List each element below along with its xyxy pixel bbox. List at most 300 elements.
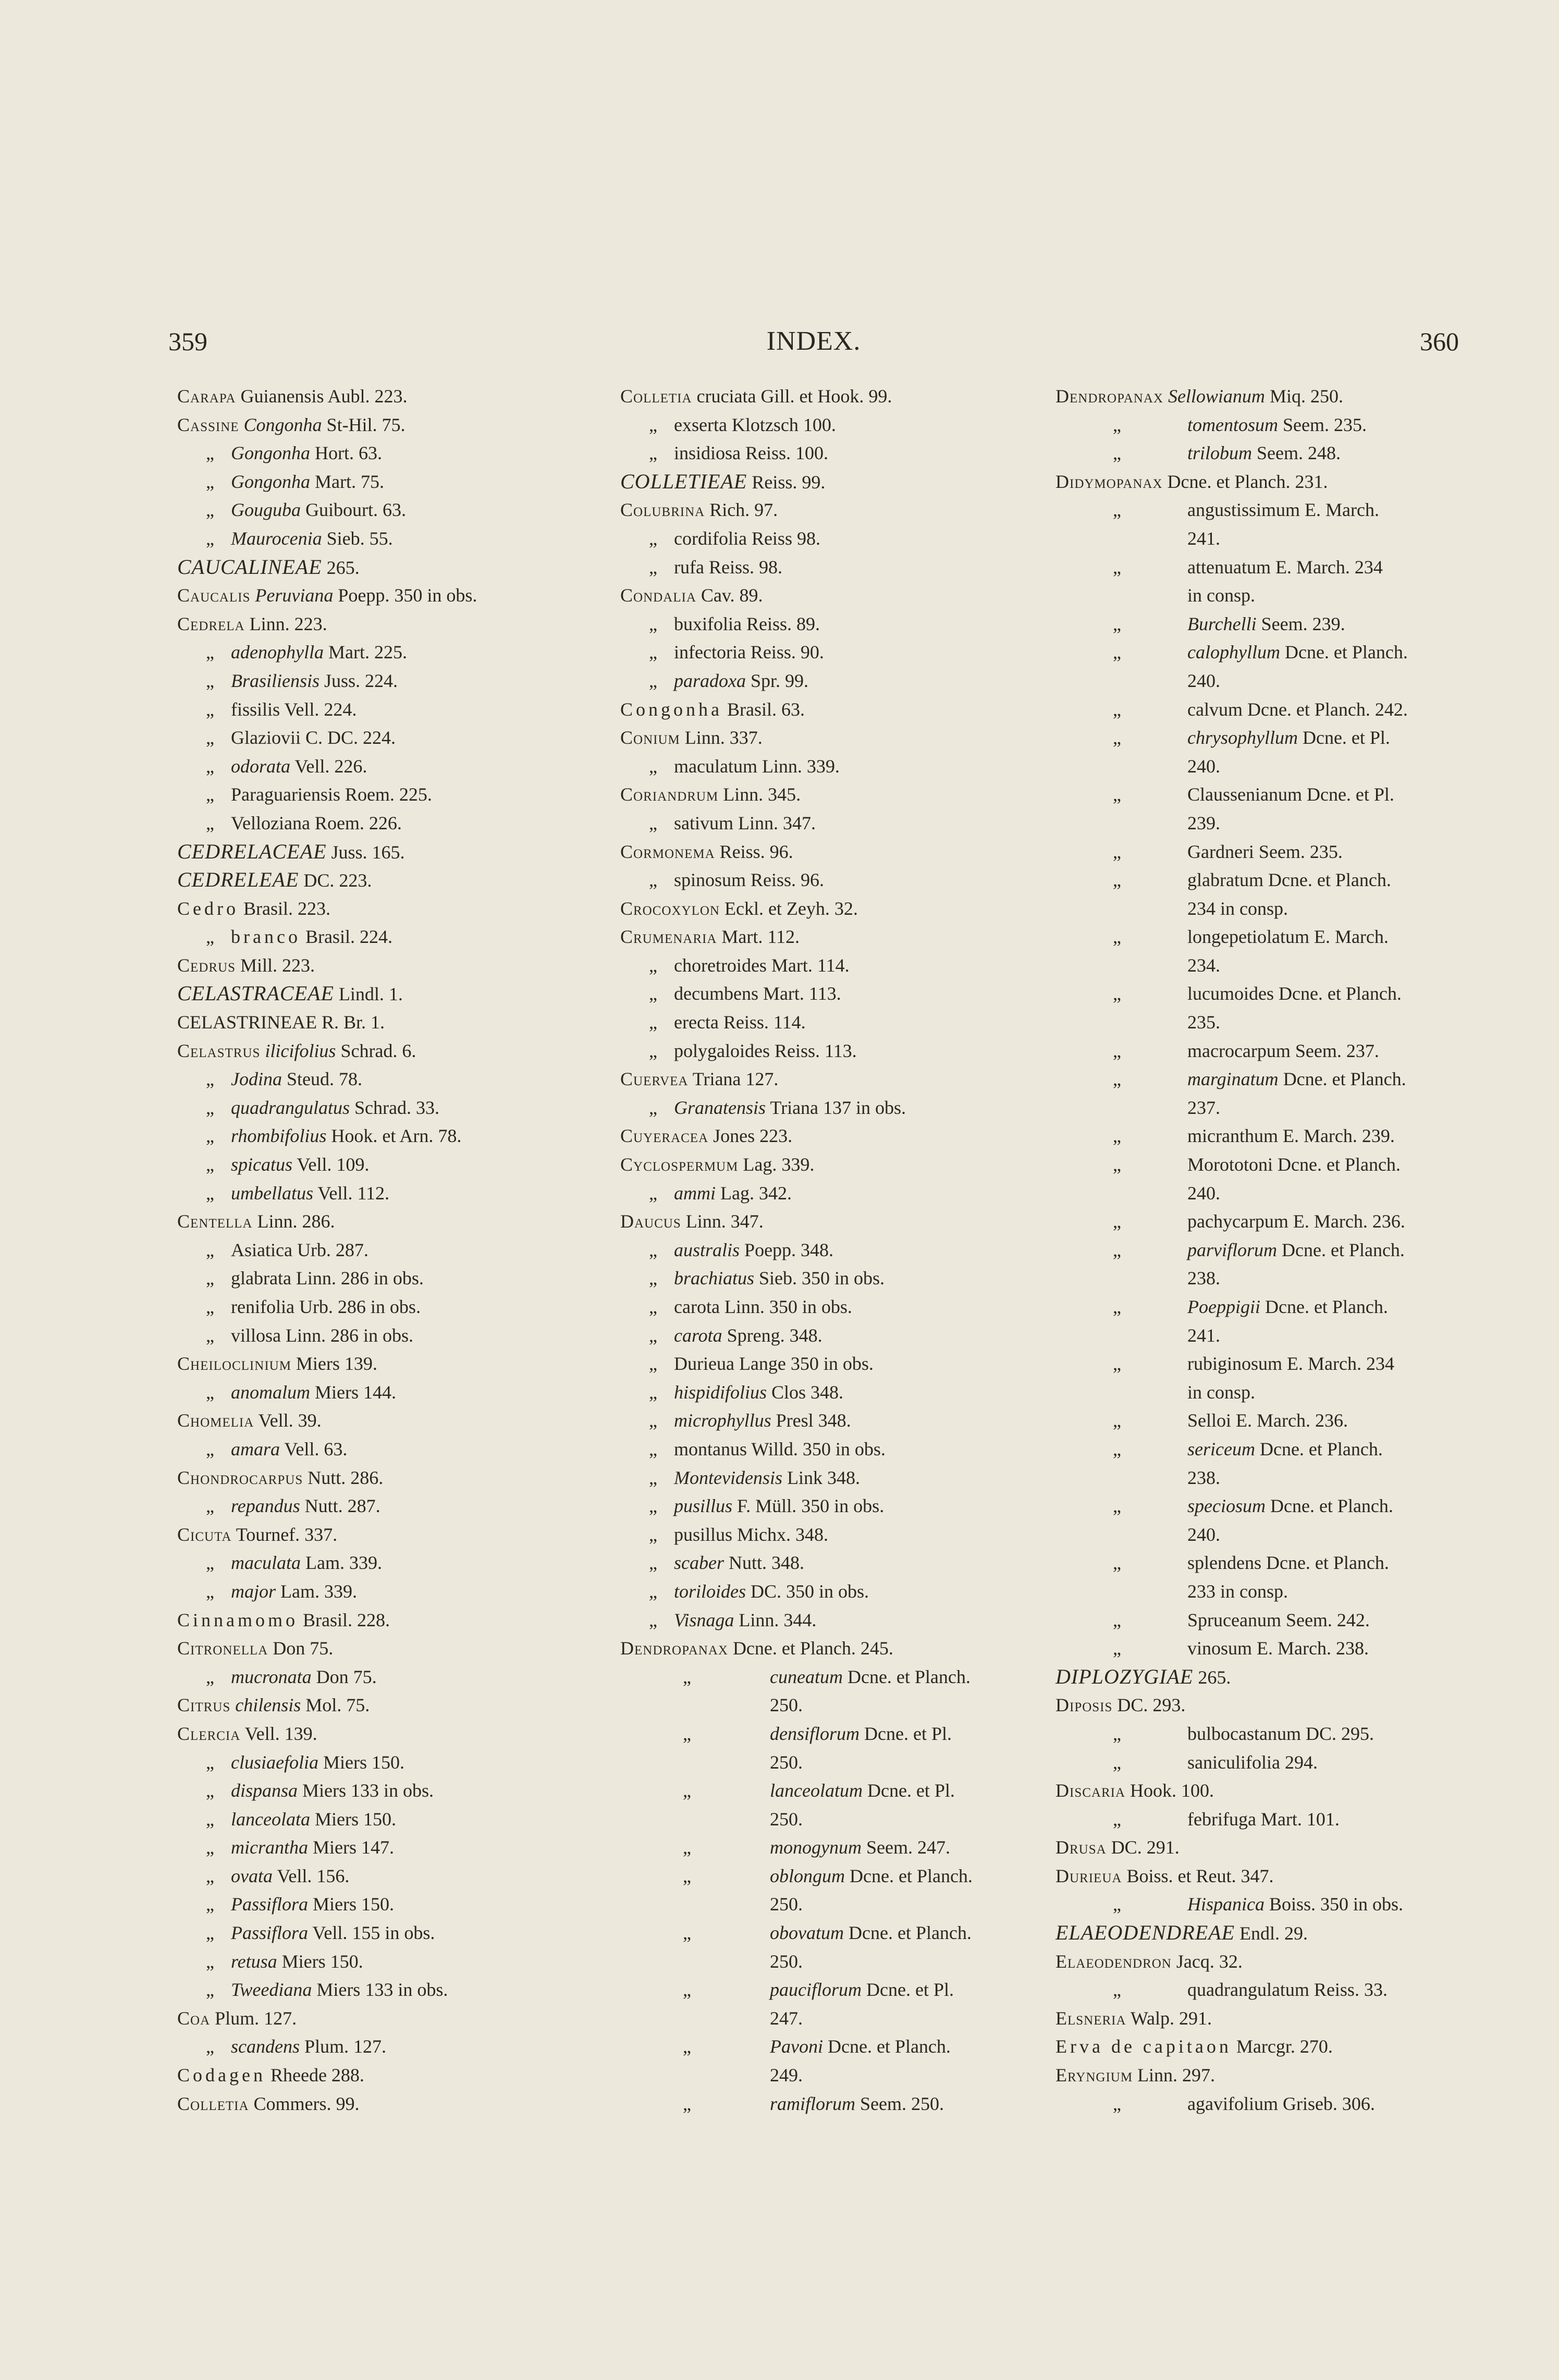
index-entry [177,1378,589,1407]
ditto-mark: „ [649,1239,657,1260]
entry-text: Guianensis Aubl. 223. [236,386,408,407]
species-epithet: Gongonha [231,471,310,492]
family-name: COLLETIEAE [620,469,747,493]
species-epithet: calophyllum [1187,642,1280,663]
entry-text: Triana 127. [688,1069,779,1090]
entry-text: Miers 150. [318,1751,404,1773]
index-entry [177,1150,589,1179]
index-entry [177,1008,589,1037]
entry-text: Mart. 112. [717,926,800,948]
species-epithet: Jodina [231,1069,282,1090]
index-entry [1055,1776,1462,1805]
index-entry [1055,866,1462,894]
entry-text: Dcne. et Planch. [1280,642,1408,663]
index-entry [177,1179,589,1208]
index-entry [1055,838,1462,866]
ditto-mark: „ [206,1182,214,1204]
index-entry [1055,468,1462,496]
index-entry [1055,923,1462,951]
index-entry [177,1321,589,1350]
family-name: CAUCALINEAE [177,555,322,579]
entry-text: Mol. 75. [301,1695,370,1716]
ditto-mark: „ [1113,1239,1121,1260]
entry-text: Vell. 39. [254,1410,322,1431]
ditto-mark: „ [683,1979,691,2001]
index-entry [1055,1720,1462,1748]
index-entry [1055,667,1462,695]
ditto-mark: „ [206,527,214,549]
entry-text: DC. 223. [299,870,372,891]
index-entry [620,468,1027,496]
index-entry [620,1549,1027,1577]
index-title: INDEX. [766,326,861,356]
entry-text: Dcne. et Planch. [1277,1239,1405,1260]
species-epithet: sericeum [1187,1438,1255,1459]
index-entry [177,2032,589,2061]
species-epithet: ovata [231,1865,273,1886]
entry-text: Dcne. et Planch. [843,1922,972,1944]
entry-text: Cav. 89. [696,585,763,606]
species-epithet: quadrangulatus [231,1097,350,1118]
ditto-mark: „ [206,1865,214,1886]
vernacular-name: Codagen [177,2065,266,2086]
genus-name: Chomelia [177,1410,254,1431]
index-entry [177,866,589,894]
species-epithet: lanceolata [231,1808,310,1830]
entry-text: erecta Reiss. 114. [674,1012,806,1033]
index-entry [1055,1179,1462,1208]
ditto-mark: „ [1113,2093,1121,2114]
entry-text: Triana 137 in obs. [766,1097,906,1118]
entry-text: 265. [1193,1666,1231,1688]
entry-text: Spr. 99. [746,670,809,691]
index-entry [1055,1321,1462,1350]
index-entry [1055,1833,1462,1862]
index-entry [620,638,1027,667]
index-entry [1055,1293,1462,1321]
index-entry [1055,1976,1462,2004]
entry-text: angustissimum E. March. [1187,499,1379,521]
page-header [168,323,1459,360]
entry-text: Schrad. 33. [350,1097,439,1118]
genus-name: Condalia [620,585,696,606]
entry-text: Miers 144. [310,1381,396,1403]
entry-text: Morototoni Dcne. et Planch. [1187,1154,1401,1175]
index-entry [620,610,1027,639]
entry-text: Mill. 223. [235,954,315,976]
index-entry [177,1207,589,1236]
index-entry [177,1748,589,1777]
ditto-mark: „ [206,1381,214,1403]
index-entry [620,1094,1027,1122]
entry-text: rubiginosum E. March. 234 [1187,1353,1394,1375]
index-entry [1055,752,1462,781]
index-entry [177,723,589,752]
genus-name: Cuervea [620,1069,689,1090]
index-entry [177,1606,589,1635]
entry-text: Paraguariensis Roem. 225. [231,784,432,805]
entry-text: macrocarpum Seem. 237. [1187,1040,1379,1061]
entry-text: maculatum Linn. 339. [674,755,840,777]
index-entry [620,1037,1027,1065]
genus-name: Cyclospermum [620,1154,739,1175]
entry-text: 250. [770,1751,803,1773]
ditto-mark: „ [206,1837,214,1858]
genus-name: Crocoxylon [620,898,720,919]
index-entry [177,1264,589,1293]
entry-text: carota Linn. 350 in obs. [674,1296,852,1317]
entry-text: Mart. 75. [310,471,384,492]
index-entry [1055,780,1462,809]
ditto-mark: „ [649,1012,657,1033]
entry-text: 239. [1187,812,1220,833]
species-epithet: monogynum [770,1837,862,1858]
entry-text: in consp. [1187,1381,1255,1403]
species-epithet: marginatum [1187,1069,1279,1090]
entry-text: splendens Dcne. et Planch. [1187,1552,1389,1574]
ditto-mark: „ [1113,1495,1121,1517]
entry-text: Don 75. [268,1638,334,1659]
entry-text: Linn. 344. [734,1609,817,1630]
ditto-mark: „ [206,1780,214,1801]
genus-name: Cuyeracea [620,1125,709,1147]
species-epithet: ammi [674,1182,716,1204]
entry-text: DC. 350 in obs. [746,1580,869,1602]
entry-text: Poepp. 348. [740,1239,834,1260]
entry-text: polygaloides Reiss. 113. [674,1040,857,1061]
entry-text: sativum Linn. 347. [674,812,816,833]
index-entry [1055,1634,1462,1663]
genus-name: Daucus [620,1211,681,1232]
genus-name: Coriandrum [620,784,719,805]
index-entry [1055,638,1462,667]
index-entry [620,1805,1027,1834]
genus-name: Celastrus [177,1040,261,1061]
ditto-mark: „ [206,1239,214,1260]
species-epithet: pusillus [674,1495,733,1517]
ditto-mark: „ [206,1950,214,1972]
ditto-mark: „ [1113,499,1121,521]
entry-text: Dcne. et Planch. [1260,1296,1388,1317]
ditto-mark: „ [1113,556,1121,578]
index-entry [1055,723,1462,752]
entry-text: decumbens Mart. 113. [674,983,841,1004]
entry-text: calvum Dcne. et Planch. 242. [1187,698,1408,720]
entry-text: Rich. 97. [705,499,778,521]
index-entry [177,1037,589,1065]
entry-text: fissilis Vell. 224. [231,698,357,720]
entry-text: Linn. 223. [244,613,327,634]
entry-text: Nutt. 286. [303,1467,384,1488]
ditto-mark: „ [1113,1552,1121,1574]
species-epithet: Passiflora [231,1922,309,1944]
ditto-mark: „ [1113,869,1121,891]
index-entry [177,1492,589,1520]
family-name: CEDRELEAE [177,868,299,892]
entry-text: Dcne. et Pl. [1297,727,1390,749]
entry-text: Miers 133 in obs. [298,1780,434,1801]
ditto-mark: „ [649,1040,657,1061]
entry-text: glabrata Linn. 286 in obs. [231,1268,424,1289]
entry-text: glabratum Dcne. et Planch. [1187,869,1391,891]
ditto-mark: „ [683,2093,691,2114]
index-entry [1055,1122,1462,1150]
ditto-mark: „ [206,1324,214,1346]
species-epithet: ramiflorum [770,2093,856,2114]
species-epithet: micrantha [231,1837,308,1858]
entry-text: Selloi E. March. 236. [1187,1410,1348,1431]
ditto-mark: „ [206,1296,214,1317]
index-entry [177,2090,589,2118]
index-column-2 [620,382,1027,2118]
entry-text: Nutt. 348. [723,1552,804,1574]
entry-text: Lag. 342. [716,1182,792,1204]
index-entry [1055,610,1462,639]
species-epithet: anomalum [231,1381,310,1403]
entry-text: pachycarpum E. March. 236. [1187,1211,1405,1232]
ditto-mark: „ [649,1438,657,1459]
ditto-mark: „ [649,1467,657,1488]
ditto-mark: „ [683,1922,691,1944]
ditto-mark: „ [649,443,657,464]
entry-text: Commers. 99. [249,2093,360,2114]
ditto-mark: „ [1113,983,1121,1004]
ditto-mark: „ [206,642,214,663]
entry-text: pusillus Michx. 348. [674,1524,829,1545]
index-entry [1055,1691,1462,1720]
index-entry [620,838,1027,866]
ditto-mark: „ [1113,784,1121,805]
entry-text: Dcne. et Pl. [862,1979,954,2001]
ditto-mark: „ [1113,414,1121,435]
index-entry [177,1805,589,1834]
entry-text: Poepp. 350 in obs. [333,585,477,606]
ditto-mark: „ [206,1097,214,1118]
entry-text: Boiss. et Reut. 347. [1122,1865,1274,1886]
species-epithet: paradoxa [674,670,746,691]
ditto-mark: „ [1113,1125,1121,1147]
species-epithet: retusa [231,1950,277,1972]
ditto-mark: „ [206,1580,214,1602]
species-epithet: mucronata [231,1666,312,1687]
entry-text: DC. 291. [1106,1837,1180,1858]
genus-name: Cicuta [177,1524,232,1545]
index-entry [620,581,1027,610]
entry-text: Steud. 78. [281,1069,362,1090]
species-epithet: obovatum [770,1922,844,1944]
index-entry [620,496,1027,524]
entry-text: Brasil. 63. [722,698,805,720]
ditto-mark: „ [1113,1296,1121,1317]
entry-text: Don 75. [311,1666,377,1687]
index-entry [620,1691,1027,1720]
index-entry [620,695,1027,724]
genus-name: Carapa [177,386,236,407]
ditto-mark: „ [649,812,657,833]
species-epithet: spicatus [231,1154,293,1175]
species-epithet: Montevidensis [674,1467,782,1488]
ditto-mark: „ [649,983,657,1004]
ditto-mark: „ [649,527,657,549]
entry-text: lucumoides Dcne. et Planch. [1187,983,1402,1004]
species-epithet: densiflorum [770,1723,860,1744]
index-entry [177,752,589,781]
index-entry [1055,1862,1462,1891]
index-entry [1055,1008,1462,1037]
genus-name: Dendropanax [620,1638,728,1659]
entry-text: Presl 348. [771,1410,851,1431]
family-name: CEDRELACEAE [177,839,327,863]
species-epithet: Peruviana [250,585,334,606]
index-entry [620,1378,1027,1407]
entry-text: Dcne. et Planch. [845,1865,973,1886]
index-entry [1055,809,1462,838]
genus-name: Elsneria [1055,2007,1126,2029]
ditto-mark: „ [1113,926,1121,948]
genus-name: Didymopanax [1055,471,1163,492]
ditto-mark: „ [1113,727,1121,749]
index-entry [620,1947,1027,1976]
index-entry [620,894,1027,923]
entry-text: 235. [1187,1012,1220,1033]
entry-text: Seem. 250. [855,2093,944,2114]
entry-text: Sieb. 350 in obs. [754,1268,885,1289]
entry-text: Boiss. 350 in obs. [1265,1894,1404,1915]
entry-text: Linn. 345. [718,784,801,805]
index-entry [177,1065,589,1094]
species-epithet: cuneatum [770,1666,843,1687]
index-entry [177,524,589,553]
index-entry [620,1720,1027,1748]
entry-text: Linn. 286. [252,1211,335,1232]
entry-text: 238. [1187,1268,1220,1289]
index-entry [177,695,589,724]
species-epithet: Gouguba [231,499,301,521]
entry-text: 250. [770,1808,803,1830]
ditto-mark: „ [1113,1723,1121,1744]
ditto-mark: „ [206,1894,214,1915]
index-entry [177,1549,589,1577]
entry-text: 240. [1187,670,1220,691]
ditto-mark: „ [1113,1069,1121,1090]
index-entry [1055,1378,1462,1407]
genus-name: Citronella [177,1638,268,1659]
entry-text: Plum. 127. [210,2007,297,2029]
entry-text: Walp. 291. [1126,2007,1212,2029]
ditto-mark: „ [649,670,657,691]
index-entry [620,1748,1027,1777]
index-entry [177,382,589,411]
entry-text: 241. [1187,527,1220,549]
genus-name: Elaeodendron [1055,1950,1172,1972]
index-entry [177,1890,589,1919]
species-epithet: clusiaefolia [231,1751,318,1773]
entry-text: Seem. 239. [1256,613,1345,634]
index-entry [620,2061,1027,2090]
entry-text: 249. [770,2065,803,2086]
ditto-mark: „ [206,1495,214,1517]
entry-text: Dcne. et Pl. [860,1723,952,1744]
entry-text: agavifolium Griseb. 306. [1187,2093,1375,2114]
entry-text: rufa Reiss. 98. [674,556,782,578]
index-entry [177,1776,589,1805]
index-entry [1055,1207,1462,1236]
ditto-mark: „ [206,1438,214,1459]
ditto-mark: „ [683,1865,691,1886]
ditto-mark: „ [206,727,214,749]
index-entry [620,524,1027,553]
entry-text: cordifolia Reiss 98. [674,527,820,549]
entry-text: Gardneri Seem. 235. [1187,841,1343,862]
entry-text: 238. [1187,1467,1220,1488]
ditto-mark: „ [649,1381,657,1403]
entry-text: vinosum E. March. 238. [1187,1638,1369,1659]
index-entry [177,581,589,610]
index-entry [620,1008,1027,1037]
entry-text: Tournef. 337. [231,1524,338,1545]
ditto-mark: „ [206,1154,214,1175]
genus-name: Conium [620,727,680,749]
ditto-mark: „ [206,1808,214,1830]
entry-text: Clos 348. [767,1381,844,1403]
index-entry [1055,951,1462,980]
index-entry [620,2090,1027,2118]
index-entry [177,496,589,524]
entry-text: Dcne. et Planch. [1278,1069,1406,1090]
entry-text: 250. [770,1894,803,1915]
species-epithet: microphyllus [674,1410,771,1431]
index-entry [620,809,1027,838]
genus-name: Cheiloclinium [177,1353,291,1375]
species-epithet: Pavoni [770,2036,823,2057]
entry-text: Link 348. [782,1467,860,1488]
species-epithet: Sellowianum [1163,386,1265,407]
species-epithet: Burchelli [1187,613,1257,634]
ditto-mark: „ [649,1296,657,1317]
index-entry [620,723,1027,752]
index-column-1 [177,382,589,2118]
index-entry [177,553,589,582]
genus-name: Colletia [177,2093,249,2114]
entry-text: 250. [770,1950,803,1972]
entry-text: Guibourt. 63. [301,499,406,521]
ditto-mark: „ [1113,1609,1121,1630]
index-entry [1055,1406,1462,1435]
index-entry [177,1691,589,1720]
index-entry [177,2004,589,2033]
ditto-mark: „ [206,784,214,805]
species-epithet: tomentosum [1187,414,1278,435]
vernacular-name: Congonha [620,698,722,720]
index-entry [620,1919,1027,1947]
entry-text: Reiss. 99. [747,471,826,493]
index-entry [177,1350,589,1378]
genus-name: Chondrocarpus [177,1467,303,1488]
index-entry [1055,1805,1462,1834]
index-entry [1055,1663,1462,1691]
ditto-mark: „ [1113,1979,1121,2001]
ditto-mark: „ [1113,1410,1121,1431]
index-entry [177,1862,589,1891]
entry-text: exserta Klotzsch 100. [674,414,836,435]
entry-text: Jones 223. [708,1125,793,1147]
index-entry [1055,1236,1462,1265]
index-entry [1055,1606,1462,1635]
index-entry [620,1293,1027,1321]
index-entry [1055,581,1462,610]
ditto-mark: „ [206,2036,214,2057]
index-entry [620,780,1027,809]
